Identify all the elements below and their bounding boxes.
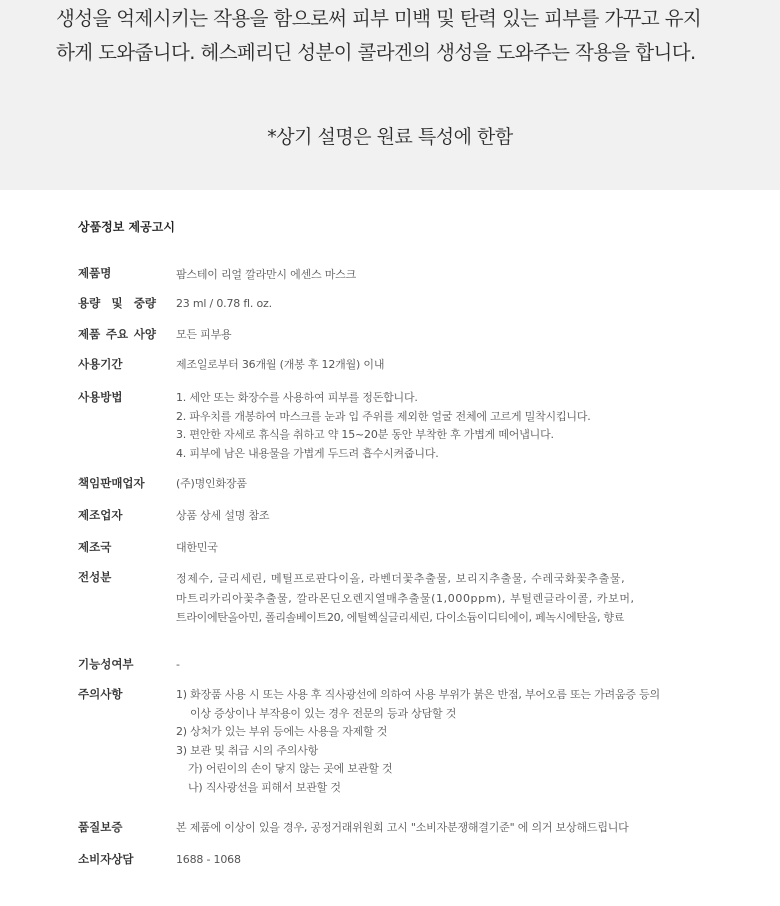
row-value: [176, 475, 736, 494]
row-value: [176, 539, 736, 558]
row-label: 용량 및 중량: [78, 296, 156, 310]
row-value: [176, 295, 736, 314]
value-line: 3) 보관 및 취급 시의 주의사항: [176, 743, 319, 757]
row-label: 제조업자: [78, 508, 123, 522]
value-line: 2) 상처가 있는 부위 등에는 사용을 자제할 것: [176, 725, 388, 738]
row-label: 제품명: [78, 266, 112, 280]
disclaimer-note: *상기 설명은 원료 특성에 한함: [267, 126, 513, 148]
value-line: 상품 상세 설명 참조: [176, 509, 270, 522]
row-label: 책임판매업자: [78, 476, 145, 490]
value-line: 나) 직사광선을 피해서 보관할 것: [188, 780, 341, 794]
row-label: 사용기간: [78, 357, 123, 371]
row-value: [176, 356, 736, 375]
value-line: 가) 어린이의 손이 닿지 않는 곳에 보관할 것: [188, 762, 393, 775]
value-line: 1688 - 1068: [176, 853, 241, 866]
intro-line: 하게 도와줍니다. 헤스페리딘 성분이 콜라겐의 생성을 도와주는 작용을 합니다.: [56, 41, 696, 64]
value-line: 4. 피부에 남은 내용물을 가볍게 두드려 흡수시켜줍니다.: [176, 446, 439, 460]
value-line: 이상 증상이나 부작용이 있는 경우 전문의 등과 상담할 것: [190, 706, 457, 720]
row-value: [176, 819, 736, 838]
row-label: 제품 주요 사양: [78, 327, 156, 341]
row-label: 주의사항: [78, 687, 123, 701]
section-title: 상품정보 제공고시: [78, 220, 175, 234]
value-line: (주)명인화장품: [176, 477, 247, 490]
value-line: 정제수, 글리세린, 메틸프로판다이올, 라벤더꽃추출물, 보리지추출물, 수레국화꽃추출물,: [176, 572, 626, 585]
row-value: [176, 686, 736, 797]
value-line: 3. 편안한 자세로 휴식을 취하고 약 15~20분 동안 부착한 후 가볍게 떼어냅니다.: [176, 428, 554, 441]
row-value: [176, 569, 736, 628]
value-line: 2. 파우치를 개봉하여 마스크를 눈과 입 주위를 제외한 얼굴 전체에 고르게 밀착시킵니다.: [176, 409, 591, 423]
value-line: 대한민국: [176, 541, 218, 554]
value-line: 모든 피부용: [176, 328, 232, 341]
row-label: 사용방법: [78, 390, 123, 404]
value-line: 제조일로부터 36개월 (개봉 후 12개월) 이내: [176, 358, 385, 371]
row-value: [176, 851, 736, 870]
value-line: 트라이에탄올아민, 폴리솔베이트20, 에틸헥실글리세린, 다이소듐이디티에이, 페녹시에탄올, 향료: [176, 611, 625, 624]
row-label: 품질보증: [78, 820, 123, 834]
value-line: 1) 화장품 사용 시 또는 사용 후 직사광선에 의하여 사용 부위가 붉은 반점, 부어오름 또는 가려움증 등의: [176, 688, 660, 701]
row-label: 제조국: [78, 540, 112, 554]
row-label: 전성분: [78, 570, 112, 584]
value-line: 23 ml / 0.78 fl. oz.: [176, 297, 272, 310]
row-value: [176, 389, 736, 463]
row-value: [176, 266, 736, 285]
value-line: 1. 세안 또는 화장수를 사용하여 피부를 정돈합니다.: [176, 391, 418, 404]
row-label: 소비자상담: [78, 852, 134, 866]
value-line: 본 제품에 이상이 있을 경우, 공정거래위원회 고시 "소비자분쟁해결기준" 에 의거 보상해드립니다: [176, 821, 629, 834]
value-line: 팜스테이 리얼 깔라만시 에센스 마스크: [176, 268, 357, 281]
row-value: [176, 507, 736, 526]
row-value: [176, 326, 736, 345]
row-label: 기능성여부: [78, 657, 134, 671]
value-line: -: [176, 658, 180, 671]
row-value: [176, 656, 736, 675]
value-line: 마트리카리아꽃추출물, 깔라몬딘오렌지열매추출물(1,000ppm), 부틸렌글라이콜, 카보머,: [176, 591, 635, 605]
intro-line: 생성을 억제시키는 작용을 함으로써 피부 미백 및 탄력 있는 피부를 가꾸고 유지: [56, 7, 702, 30]
